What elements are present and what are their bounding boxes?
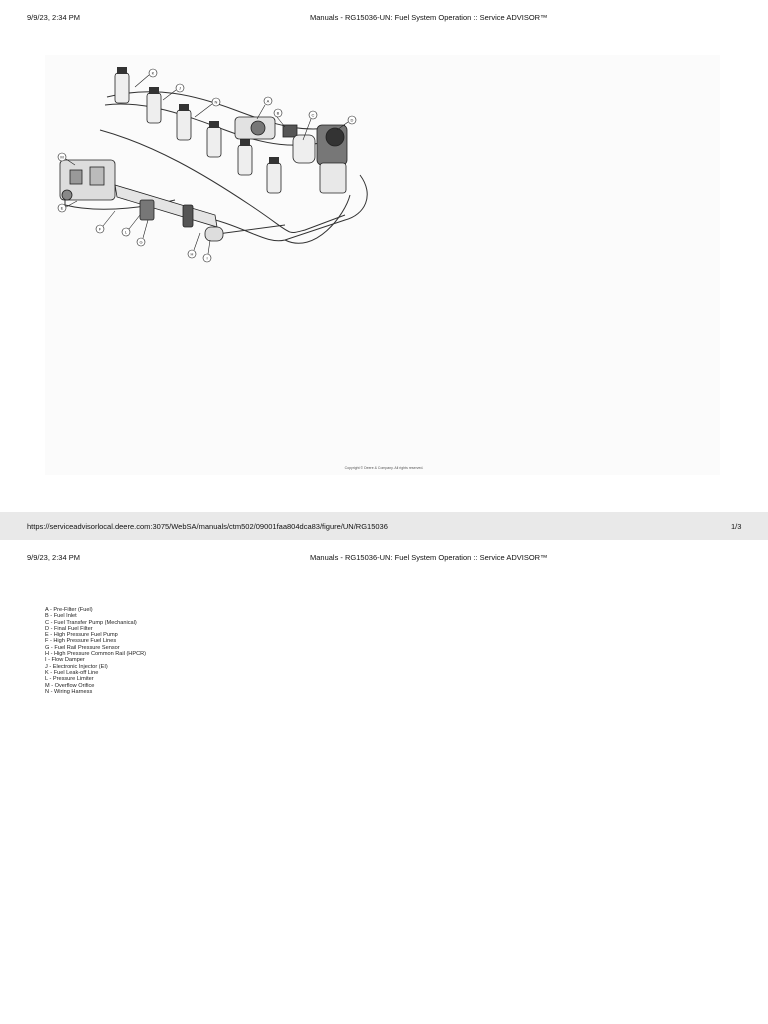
callout-i: I <box>206 255 208 261</box>
legend-item: B - Fuel Inlet <box>45 613 77 620</box>
legend-item: G - Fuel Rail Pressure Sensor <box>45 644 120 651</box>
callout-m: M <box>60 154 64 160</box>
callout-h: H <box>190 251 194 257</box>
injector-6 <box>267 163 281 193</box>
callout-f: F <box>98 226 102 232</box>
fuel-system-illustration <box>45 55 720 475</box>
callout-c: C <box>311 112 315 118</box>
legend-item: E - High Pressure Fuel Pump <box>45 632 118 639</box>
fuel-system-figure <box>45 55 720 475</box>
final-filter <box>320 163 346 193</box>
print-date-2: 9/9/23, 2:34 PM <box>27 553 80 562</box>
injector-5 <box>238 145 252 175</box>
injector-1 <box>115 73 129 103</box>
callout-g: G <box>139 239 143 245</box>
legend-item: I - Flow Damper <box>45 657 85 664</box>
callout-a: A <box>266 98 270 104</box>
injector-4 <box>207 127 221 157</box>
legend-item: A - Pre-Filter (Fuel) <box>45 607 93 613</box>
legend-item: N - Wiring Harness <box>45 688 93 695</box>
copyright-notice: Copyright © Deere & Company. All rights reserved. <box>344 466 424 470</box>
print-date: 9/9/23, 2:34 PM <box>27 13 80 22</box>
callout-legend <box>45 607 146 695</box>
callout-j: J <box>179 85 181 91</box>
legend-item: H - High Pressure Common Rail (HPCR) <box>45 651 147 658</box>
legend-item: D - Final Fuel Filter <box>45 625 93 632</box>
callout-e: E <box>60 205 64 211</box>
common-rail <box>115 185 217 227</box>
print-title: Manuals - RG15036-UN: Fuel System Operation :: Service ADVISOR™ <box>310 13 548 22</box>
print-url: https://serviceadvisorlocal.deere.com:3075/WebSA/manuals/ctm502/09001faa804dca83/figure/UN/RG15036 <box>27 522 388 531</box>
print-title-2: Manuals - RG15036-UN: Fuel System Operation :: Service ADVISOR™ <box>310 553 548 562</box>
legend-item: F - High Pressure Fuel Lines <box>45 638 117 645</box>
legend-item: L - Pressure Limiter <box>45 676 94 683</box>
callout-l: L <box>124 229 128 235</box>
page-number: 1/3 <box>731 522 742 531</box>
injector-2 <box>147 93 161 123</box>
callout-n: N <box>214 99 218 105</box>
legend-item: C - Fuel Transfer Pump (Mechanical) <box>45 619 137 626</box>
legend-item: J - Electronic Injector (EI) <box>45 663 108 670</box>
pdf-page-2 <box>0 540 768 1024</box>
injector-3 <box>177 110 191 140</box>
callout-d: D <box>350 117 354 123</box>
callout-k: K <box>151 70 155 76</box>
transfer-pump <box>293 135 315 163</box>
legend-item: K - Fuel Leak-off Line <box>45 669 99 676</box>
callout-b: B <box>276 110 280 116</box>
legend-item: M - Overflow Orifice <box>45 682 95 689</box>
